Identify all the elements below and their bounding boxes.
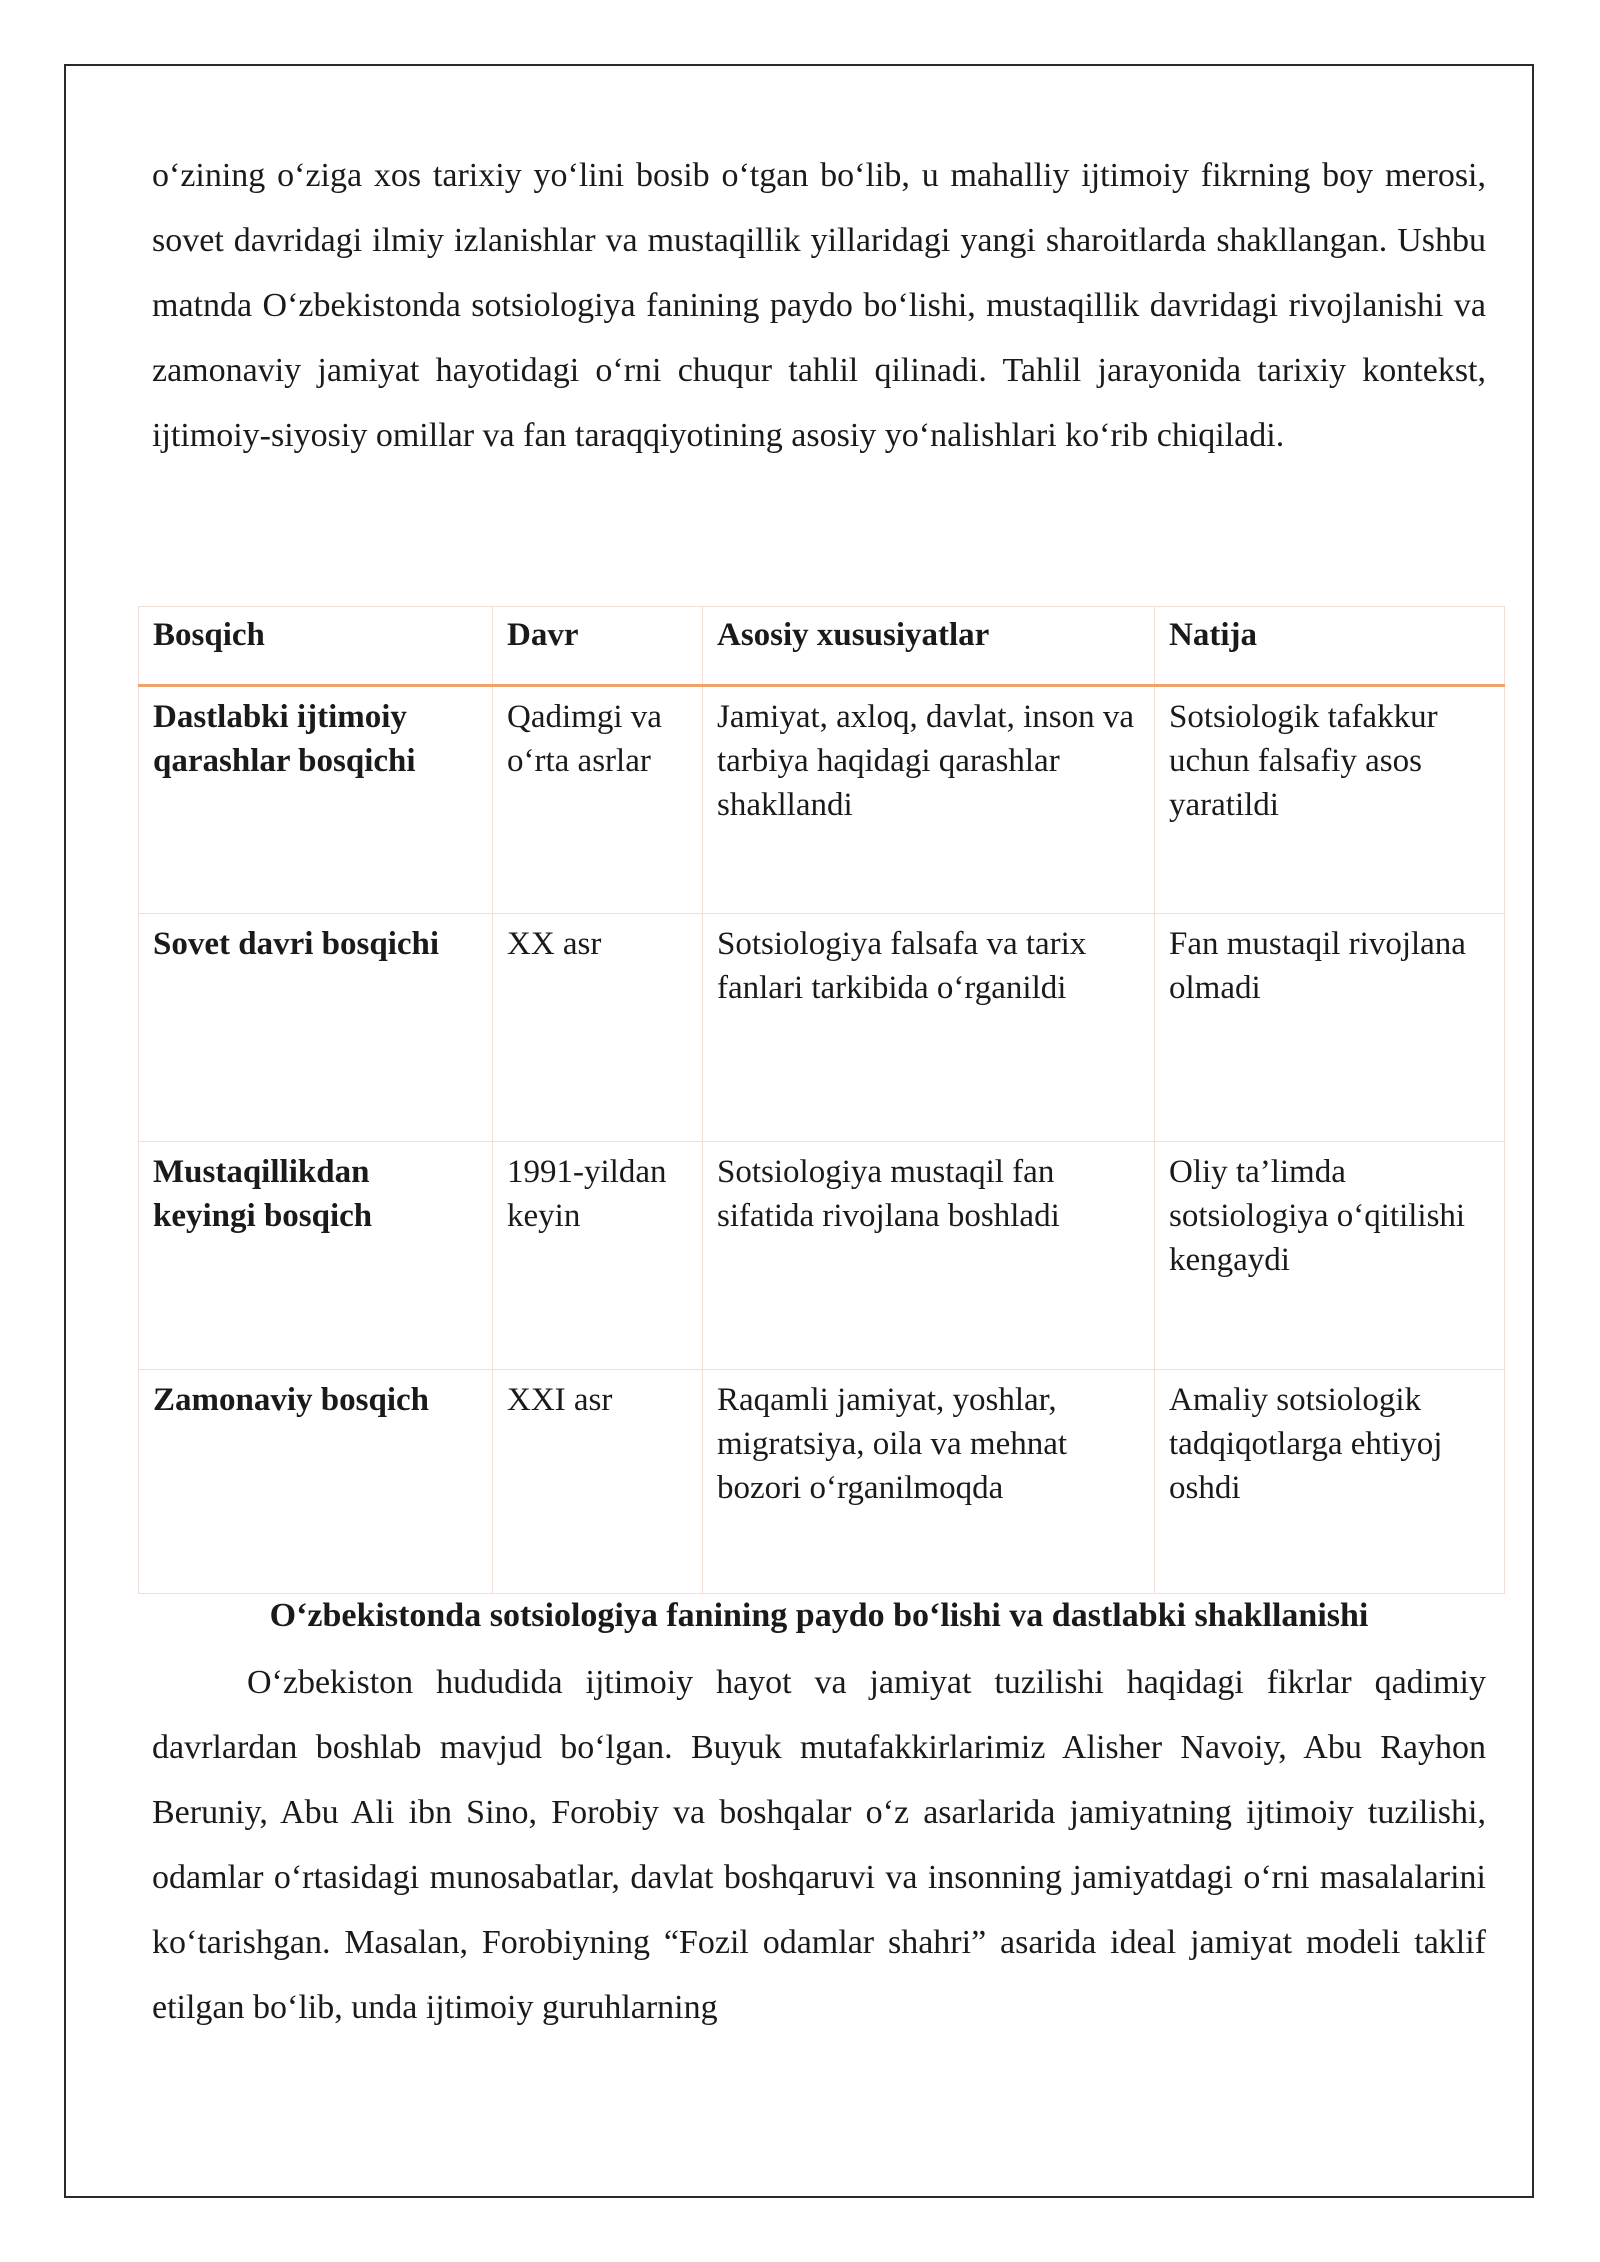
cell-period: 1991-yildan keyin [493, 1142, 703, 1370]
table-row [139, 914, 1505, 1142]
header-result: Natija [1155, 607, 1505, 686]
cell-result: Oliy ta’limda sotsiologiya o‘qitilishi kengaydi [1155, 1142, 1505, 1370]
stages-table [138, 606, 1505, 1594]
cell-result: Amaliy sotsiologik tadqiqotlarga ehtiyoj oshdi [1155, 1370, 1505, 1594]
table-row [139, 686, 1505, 914]
cell-stage: Sovet davri bosqichi [139, 914, 493, 1142]
body-paragraph: O‘zbekiston hududida ijtimoiy hayot va jamiyat tuzilishi haqidagi fikrlar qadimiy davrlardan boshlab mavjud bo‘lgan. Buyuk mutafakkirlarimiz Alisher Navoiy, Abu Rayhon Beruniy, Abu Ali ibn Sino, Forobiy va boshqalar o‘z asarlarida jamiyatning ijtimoiy tuzilishi, odamlar o‘rtasidagi munosabatlar, davlat boshqaruvi va insonning jamiyatdagi o‘rni masalalarini ko‘tarishgan. Masalan, Forobiyning “Fozil odamlar shahri” asarida ideal jamiyat modeli taklif etilgan bo‘lib, unda ijtimoiy guruhlarning [152, 1664, 1486, 2026]
header-features: Asosiy xususiyatlar [703, 607, 1155, 686]
cell-features: Raqamli jamiyat, yoshlar, migratsiya, oila va mehnat bozori o‘rganilmoqda [703, 1370, 1155, 1594]
table-header-row [139, 607, 1505, 686]
section-heading: O‘zbekistonda sotsiologiya fanining paydo bo‘lishi va dastlabki shakllanishi [269, 1597, 1369, 1634]
table-row [139, 1370, 1505, 1594]
cell-stage: Dastlabki ijtimoiy qarashlar bosqichi [139, 686, 493, 914]
cell-features: Sotsiologiya falsafa va tarix fanlari tarkibida o‘rganildi [703, 914, 1155, 1142]
cell-result: Sotsiologik tafakkur uchun falsafiy asos yaratildi [1155, 686, 1505, 914]
table-row [139, 1142, 1505, 1370]
cell-result: Fan mustaqil rivojlana olmadi [1155, 914, 1505, 1142]
cell-period: Qadimgi va o‘rta asrlar [493, 686, 703, 914]
cell-stage: Mustaqillikdan keyingi bosqich [139, 1142, 493, 1370]
cell-features: Jamiyat, axloq, davlat, inson va tarbiya haqidagi qarashlar shakllandi [703, 686, 1155, 914]
header-period: Davr [493, 607, 703, 686]
cell-features: Sotsiologiya mustaqil fan sifatida rivojlana boshladi [703, 1142, 1155, 1370]
cell-period: XX asr [493, 914, 703, 1142]
cell-stage: Zamonaviy bosqich [139, 1370, 493, 1594]
header-stage: Bosqich [139, 607, 493, 686]
intro-paragraph: o‘zining o‘ziga xos tarixiy yo‘lini bosib o‘tgan bo‘lib, u mahalliy ijtimoiy fikrning boy merosi, sovet davridagi ilmiy izlanishlar va mustaqillik yillaridagi yangi sharoitlarda shakllangan. Ushbu matnda O‘zbekistonda sotsiologiya fanining paydo bo‘lishi, mustaqillik davridagi rivojlanishi va zamonaviy jamiyat hayotidagi o‘rni chuqur tahlil qilinadi. Tahlil jarayonida tarixiy kontekst, ijtimoiy-siyosiy omillar va fan taraqqiyotining asosiy yo‘nalishlari ko‘rib chiqiladi. [152, 157, 1486, 454]
cell-period: XXI asr [493, 1370, 703, 1594]
